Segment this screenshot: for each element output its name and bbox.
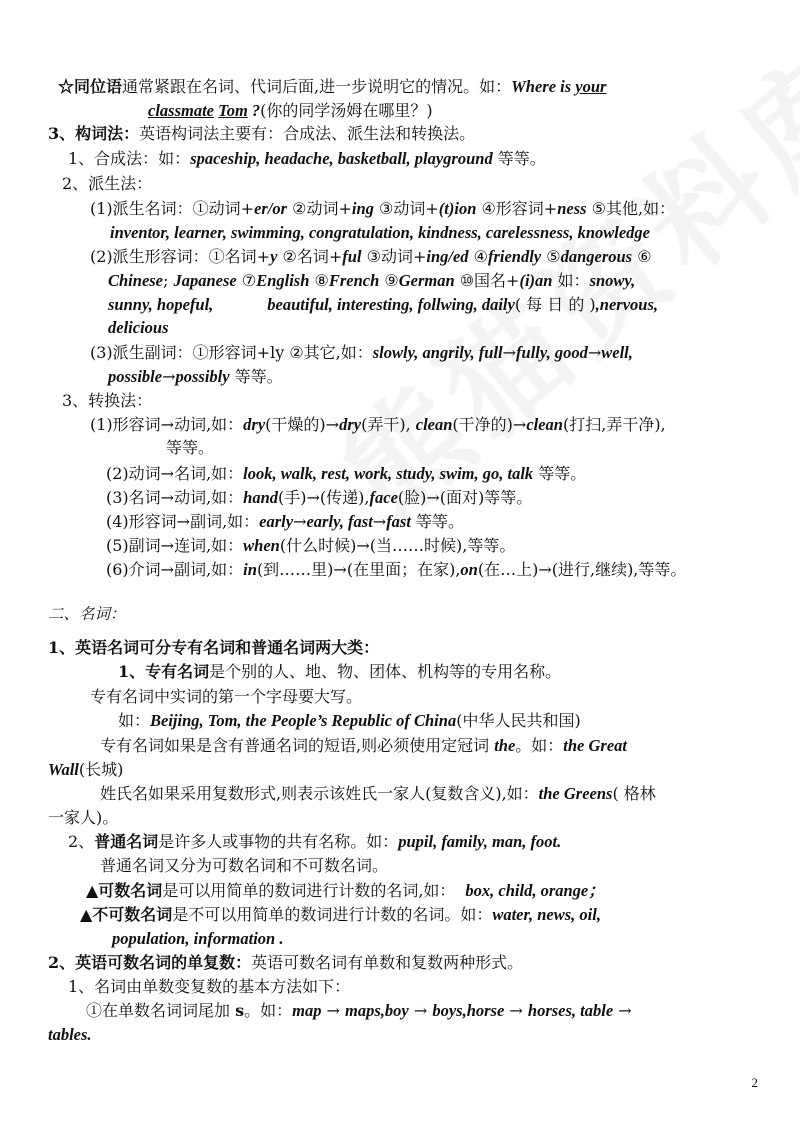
example-en: ing	[351, 199, 374, 218]
arrow: →	[293, 512, 307, 531]
label-text: (2)派生形容词：①名词+	[90, 247, 271, 266]
example-en: clean	[526, 415, 563, 434]
label-text: ④	[468, 247, 488, 266]
uncountable-noun-def	[80, 904, 601, 926]
example-en: ,nervous,	[595, 295, 659, 314]
example-en: boys,horse	[432, 1001, 505, 1020]
label-text: 是可以用简单的数词进行计数的名词,如：	[162, 881, 456, 900]
example-en: dangerous	[560, 247, 633, 266]
label-text: 英语可数名词有单数和复数两种形式。	[251, 953, 524, 972]
nouns-section-heading: 二、名词：	[48, 605, 126, 623]
label-text: ④形容词+	[476, 199, 558, 218]
conversion-line-5	[106, 535, 515, 557]
label-text: ( 每 日 的 )	[514, 295, 596, 314]
label-text: (1)派生名词：①动词+	[90, 199, 255, 218]
example-en: in	[243, 560, 257, 579]
proper-noun-examples	[118, 710, 581, 732]
example-en: pupil, family, man, foot.	[398, 832, 562, 851]
label-text: 。如：	[515, 736, 564, 755]
example-en: sunny, hopeful,	[108, 295, 214, 314]
label-text: ⑥	[632, 247, 652, 266]
proper-noun-capital-rule: 专有名词中实词的第一个字母要大写。	[90, 687, 363, 706]
label-text: 是不可以用简单的数词进行计数的名词。如：	[172, 905, 493, 924]
conversion-line-1-cont: 等等。	[166, 438, 215, 457]
conversion-line-1	[90, 414, 666, 436]
label-text: ( 格林	[612, 784, 656, 803]
label-text: (什么时候)→(当……时候),等等。	[279, 536, 516, 555]
label-text: (到……里)→(在里面；在家),	[256, 560, 461, 579]
proper-noun-article-rule	[100, 735, 627, 757]
derived-adjectives-examples	[108, 294, 658, 316]
example-translation: (你的同学汤姆在哪里？)	[260, 101, 433, 120]
appositive-term: ☆同位语	[58, 77, 123, 96]
example-en: face	[369, 488, 398, 507]
example-en: the Great	[563, 736, 628, 755]
common-noun-subdivision: 普通名词又分为可数名词和不可数名词。	[100, 856, 389, 875]
example-en: Wall	[48, 760, 79, 779]
label-text: (中华人民共和国)	[456, 711, 581, 730]
label-text: (手)→(传递),	[278, 488, 370, 507]
derived-nouns-examples: inventor, learner, swimming, congratulation, kindness, carelessness, knowledge	[110, 223, 650, 242]
example-en: slowly, angrily, full	[372, 343, 503, 362]
example-en: er/or	[254, 199, 288, 218]
label-text: (3)名词→动词,如：	[106, 488, 244, 507]
uncountable-noun-examples: population, information .	[112, 929, 284, 948]
example-en: fully, good	[516, 343, 588, 362]
plural-forms-heading	[48, 952, 523, 974]
example-en: French	[328, 271, 380, 290]
example-en: well,	[601, 343, 633, 362]
example-en: possible	[108, 367, 163, 386]
example-en: Japanese	[173, 271, 237, 290]
plural-rule-1	[86, 1000, 632, 1022]
example-en: the Greens	[538, 784, 613, 803]
label-text: ③动词+	[373, 199, 439, 218]
label-text: 1、合成法：如：	[68, 149, 191, 168]
label-text: 是个别的人、地、物、团体、机构等的专用名称。	[209, 662, 562, 681]
nouns-classification-heading: 1、英语名词可分专有名词和普通名词两大类：	[48, 638, 380, 657]
label-text: ⑤其他,如：	[586, 199, 676, 218]
conversion-line-2	[106, 463, 586, 485]
arrow: →	[613, 1001, 632, 1020]
example-en: look, walk, rest, work, study, swim, go, talk	[243, 464, 534, 483]
label-text: ②名词+	[277, 247, 343, 266]
example-en: ness	[557, 199, 587, 218]
label-text: (长城)	[78, 760, 124, 779]
section-text: 英语构词法主要有：合成法、派生法和转换法。	[139, 124, 476, 143]
conversion-heading: 3、转换法：	[62, 391, 153, 410]
label-text: ⑩国名+	[454, 271, 520, 290]
example-en: box, child, orange；	[465, 881, 605, 900]
arrow: →	[321, 1001, 346, 1020]
derivation-heading: 2、派生法：	[62, 174, 153, 193]
example-en: Beijing, Tom, the People’s Republic of China	[150, 711, 457, 730]
derived-adjectives-line-2	[108, 270, 635, 292]
label-text: ③动词+	[361, 247, 427, 266]
common-noun-term: 普通名词	[94, 832, 159, 851]
surname-plural-rule-cont: 一家人)。	[48, 808, 119, 827]
example-en: snowy,	[589, 271, 636, 290]
example-en: horses, table	[527, 1001, 614, 1020]
arrow: →	[372, 512, 387, 531]
label-text: 2、	[68, 832, 95, 851]
label-text: (4)形容词→副词,如：	[106, 512, 260, 531]
example-en: (i)an	[519, 271, 553, 290]
example-en: early, fast	[306, 512, 373, 531]
page-number: 2	[751, 1075, 758, 1090]
label-text: 如：	[552, 271, 590, 290]
suffix-s: s	[235, 1001, 245, 1020]
label-text: ;	[163, 271, 174, 290]
appositive-desc: 通常紧跟在名词、代词后面,进一步说明它的情况。如：	[122, 77, 512, 96]
label-text: (在…上)→(进行,继续),等等。	[477, 560, 687, 579]
example-en-underlined: your	[575, 77, 607, 96]
appositive-line-1	[58, 76, 754, 98]
example-en: German	[398, 271, 455, 290]
example-en: spaceship, headache, basketball, playground	[190, 149, 493, 168]
example-en: ful	[342, 247, 362, 266]
example-en: map	[292, 1001, 322, 1020]
example-en: Where is	[511, 77, 576, 96]
label-text: 等等。	[492, 149, 546, 168]
derived-adverbs-line-2	[108, 366, 283, 388]
arrow: →	[504, 1001, 528, 1020]
example-en: clean	[415, 415, 453, 434]
derived-adjectives-examples-2: delicious	[108, 318, 169, 337]
label-text: ⑤	[541, 247, 561, 266]
example-en: early	[259, 512, 294, 531]
example-en: fast	[386, 512, 411, 531]
label-text: (6)介词→副词,如：	[106, 560, 244, 579]
label-text: (3)派生副词：①形容词+ly ②其它,如：	[90, 343, 373, 362]
surname-plural-rule	[100, 783, 656, 805]
example-en: Chinese	[108, 271, 164, 290]
arrow: →	[587, 343, 602, 362]
plural-basic-method: 1、名词由单数变复数的基本方法如下：	[68, 977, 351, 996]
example-en: on	[460, 560, 478, 579]
plural-rule-1-cont: tables.	[48, 1025, 92, 1044]
label-text: ⑨	[379, 271, 399, 290]
example-en: the	[494, 736, 516, 755]
example-en: beautiful, interesting, follwing, daily	[267, 295, 515, 314]
label-text: (打扫,弄干净),	[563, 415, 666, 434]
conversion-line-6	[106, 559, 686, 581]
compounding-line	[68, 148, 546, 170]
derived-nouns-line	[90, 198, 675, 220]
example-en: maps,boy	[345, 1001, 409, 1020]
example-en: possibly	[175, 367, 230, 386]
label-text: 如：	[118, 711, 151, 730]
common-noun-def	[68, 831, 561, 853]
label-text: (干净的)→	[452, 415, 527, 434]
example-en: (t)ion	[438, 199, 477, 218]
label-text: (干燥的)→	[265, 415, 340, 434]
label-text: (5)副词→连词,如：	[106, 536, 244, 555]
arrow: →	[502, 343, 517, 362]
countable-noun-term: ▲可数名词	[86, 881, 163, 900]
label-text: ②动词+	[287, 199, 352, 218]
example-en: when	[243, 536, 280, 555]
example-en: water, news, oil,	[492, 905, 601, 924]
label-text: (脸)→(面对)等等。	[397, 488, 533, 507]
derived-adverbs-line	[90, 342, 633, 364]
example-en: ?	[247, 101, 261, 120]
label-text: 。如：	[244, 1001, 293, 1020]
countable-noun-def	[86, 880, 605, 902]
label-text: (弄干),	[361, 415, 416, 434]
example-en: friendly	[487, 247, 542, 266]
example-en: dry	[243, 415, 266, 434]
section-number: 2、英语可数名词的单复数：	[48, 953, 252, 972]
label-text: (2)动词→名词,如：	[106, 464, 244, 483]
derived-adjectives-line	[90, 246, 652, 268]
conversion-line-3	[106, 487, 532, 509]
label-text: ⑦	[236, 271, 257, 290]
label-text: (1)形容词→动词,如：	[90, 415, 244, 434]
label-text: 等等。	[410, 512, 465, 531]
label-text: ①在单数名词词尾加	[86, 1001, 236, 1020]
example-en: hand	[243, 488, 279, 507]
arrow: →	[162, 367, 176, 386]
section-number: 3、构词法：	[48, 124, 140, 143]
label-text: 专有名词如果是含有普通名词的短语,则必须使用定冠词	[100, 736, 495, 755]
conversion-line-4	[106, 511, 464, 533]
example-en-underlined: Tom	[218, 101, 248, 120]
label-text: 姓氏名如果采用复数形式,则表示该姓氏一家人(复数含义),如：	[100, 784, 539, 803]
proper-noun-article-rule-cont	[48, 759, 123, 781]
label-text: 等等。	[533, 464, 587, 483]
label-text: 等等。	[229, 367, 283, 386]
example-en: English	[256, 271, 310, 290]
proper-noun-def	[118, 661, 561, 683]
example-en-underlined: classmate	[148, 101, 214, 120]
label-text: ⑧	[309, 271, 329, 290]
example-en: ing/ed	[426, 247, 469, 266]
example-en: y	[270, 247, 278, 266]
label-text: 是许多人或事物的共有名称。如：	[158, 832, 399, 851]
arrow: →	[408, 1001, 433, 1020]
appositive-line-2	[148, 100, 433, 122]
example-en: dry	[339, 415, 362, 434]
uncountable-noun-term: ▲不可数名词	[80, 905, 173, 924]
proper-noun-term: 1、专有名词	[118, 662, 210, 681]
word-formation-heading	[48, 123, 475, 145]
